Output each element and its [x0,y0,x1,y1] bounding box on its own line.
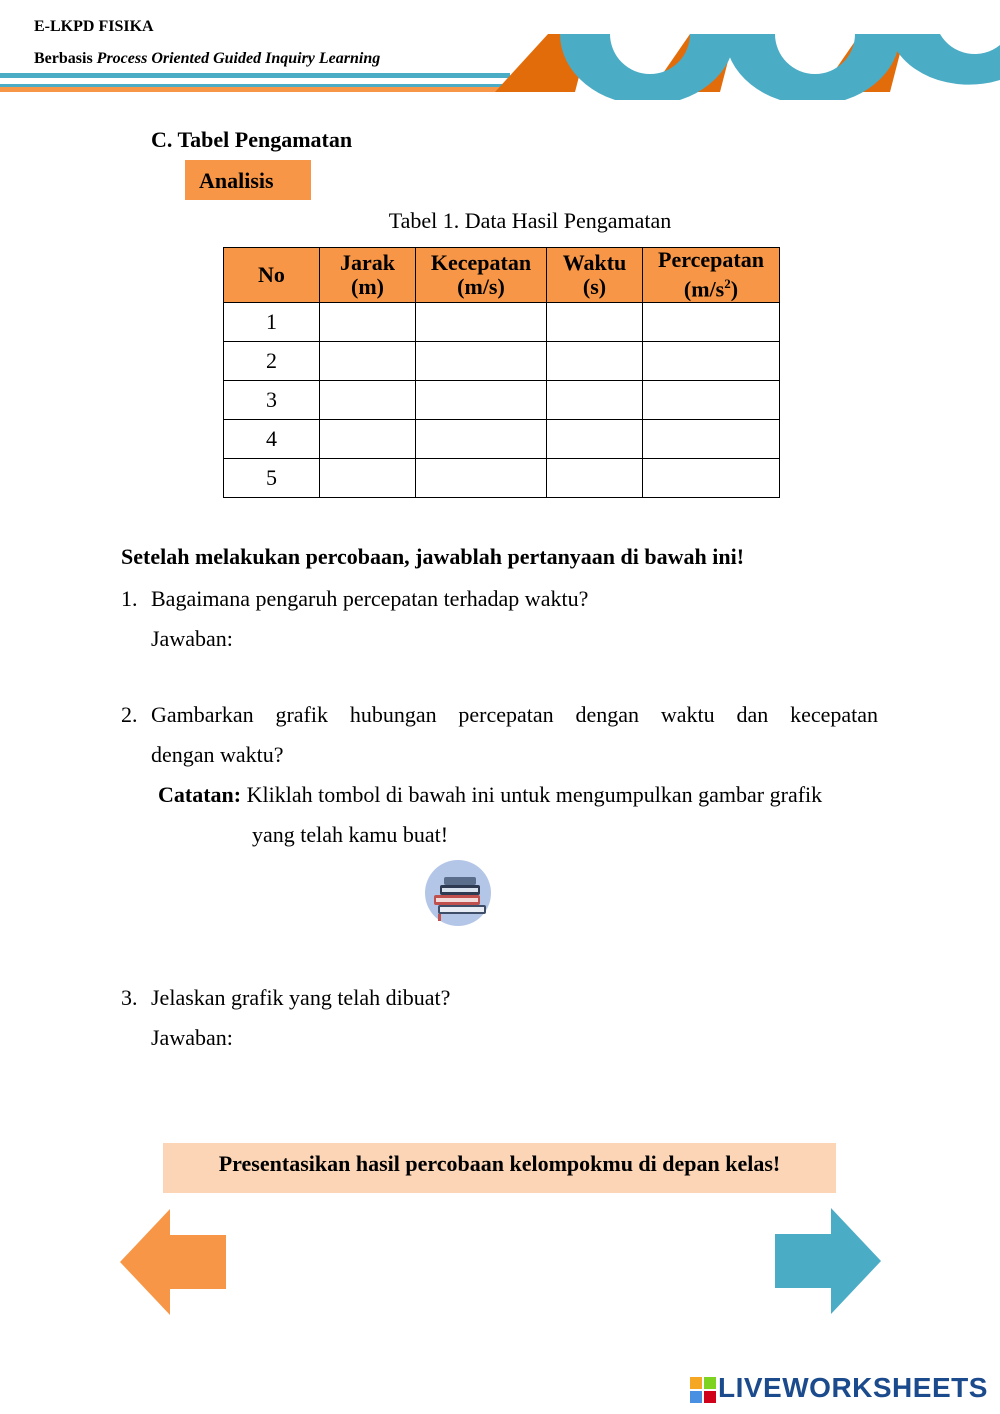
header-percepatan-sup: 2 [724,276,731,292]
header-no [224,248,320,303]
header-title: E-LKPD FISIKA [34,18,154,35]
analisis-tag: Analisis [185,160,311,200]
table-row [224,303,780,342]
note-line2: yang telah kamu buat! [252,822,449,847]
waktu-cell[interactable] [547,381,643,420]
presentation-banner: Presentasikan hasil percobaan kelompokmu di depan kelas! [163,1143,836,1193]
header-waktu [547,248,643,303]
question-2-text-line2: dengan waktu? [151,742,284,767]
liveworksheets-brand [690,1372,990,1408]
header-jarak-label: Jarak [340,250,395,275]
question-3-number: 3. [121,985,138,1010]
header-percepatan-label: Percepatan [658,247,764,273]
row-number: 4 [224,420,320,459]
kecepatan-cell[interactable] [416,459,547,498]
arrow-right-icon[interactable] [775,1208,881,1314]
question-3-text: Jelaskan grafik yang telah dibuat? [151,985,451,1010]
question-1-text: Bagaimana pengaruh percepatan terhadap waktu? [151,586,589,611]
observation-table [223,247,780,498]
header-kecepatan-unit: (m/s) [457,274,505,299]
header-kecepatan-label: Kecepatan [430,250,532,275]
arrow-left-icon[interactable] [120,1209,226,1315]
table-row [224,342,780,381]
header-jarak-unit: (m) [351,274,384,299]
question-1-number: 1. [121,586,138,611]
header-waktu-label: Waktu [562,250,627,275]
table-row [224,381,780,420]
kecepatan-cell[interactable] [416,381,547,420]
percepatan-cell[interactable] [643,420,780,459]
header-subtitle-prefix: Berbasis [34,50,93,67]
header-no-label: No [258,262,285,287]
section-title: C. Tabel Pengamatan [151,127,353,152]
kecepatan-cell[interactable] [416,342,547,381]
kecepatan-cell[interactable] [416,420,547,459]
percepatan-cell[interactable] [643,342,780,381]
header-waktu-unit: (s) [582,274,607,299]
liveworksheets-wordmark: LIVEWORKSHEETS [718,1372,988,1403]
waktu-cell[interactable] [547,459,643,498]
question-2-text-line1: Gambarkan grafik hubungan percepatan dengan waktu dan kecepatan [151,702,878,727]
question-1-answer-label: Jawaban: [151,626,233,651]
question-3-answer-label: Jawaban: [151,1025,233,1050]
table-caption: Tabel 1. Data Hasil Pengamatan [388,208,672,233]
kecepatan-cell[interactable] [416,303,547,342]
percepatan-cell[interactable] [643,459,780,498]
row-number: 5 [224,459,320,498]
table-header-row [224,248,780,303]
header-kecepatan [416,248,547,303]
liveworksheets-logo [690,1377,716,1403]
jarak-cell[interactable] [320,303,416,342]
row-number: 3 [224,381,320,420]
header-jarak [320,248,416,303]
jarak-cell[interactable] [320,342,416,381]
books-icon[interactable] [424,859,492,927]
percepatan-cell[interactable] [643,381,780,420]
header-subtitle-italic: Process Oriented Guided Inquiry Learning [96,50,381,67]
row-number: 1 [224,303,320,342]
note-line1: Kliklah tombol di bawah ini untuk mengumpulkan gambar grafik [246,782,823,807]
row-number: 2 [224,342,320,381]
percepatan-cell[interactable] [643,303,780,342]
header-percepatan [643,248,780,303]
header-percepatan-unit: (m/s [683,276,725,302]
waktu-cell[interactable] [547,303,643,342]
question-2-number: 2. [121,702,138,727]
jarak-cell[interactable] [320,459,416,498]
table-row [224,459,780,498]
questions-intro: Setelah melakukan percobaan, jawablah pertanyaan di bawah ini! [121,544,745,569]
waktu-cell[interactable] [547,342,643,381]
header-subtitle [34,50,380,68]
question-2-note [158,782,822,808]
table-row [224,420,780,459]
note-label: Catatan: [158,782,242,807]
jarak-cell[interactable] [320,420,416,459]
waktu-cell[interactable] [547,420,643,459]
jarak-cell[interactable] [320,381,416,420]
header-percepatan-tail: ) [730,276,739,302]
